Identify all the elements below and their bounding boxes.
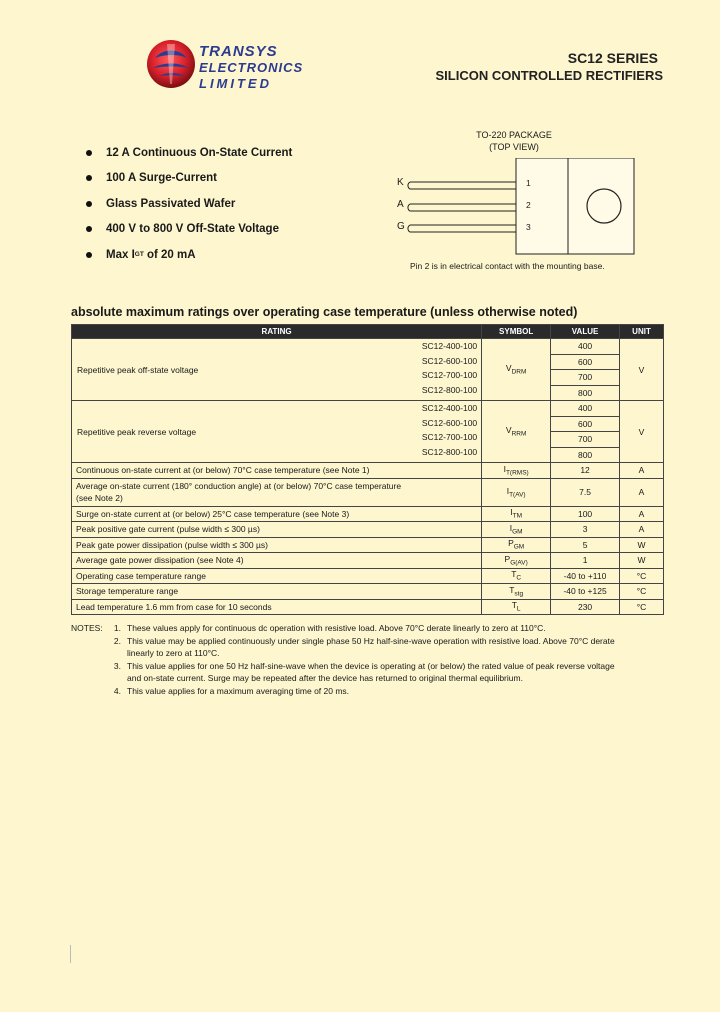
pin-number-1: 1 xyxy=(526,178,531,188)
bullet-icon xyxy=(86,201,92,207)
notes-label: NOTES: xyxy=(71,623,103,633)
table-row: Peak positive gate current (pulse width ≤ 300 µs) $I_{GM}$ 3 A xyxy=(72,522,664,538)
note-item: NOTES: 1. These values apply for continuous dc operation with resistive load. Above 70°C derate linearly to zero at 110°C. xyxy=(71,623,546,633)
company-name-line2: ELECTRONICS xyxy=(199,60,304,75)
section-title: absolute maximum ratings over operating case temperature (unless otherwise noted) xyxy=(71,305,578,319)
package-note: Pin 2 is in electrical contact with the mounting base. xyxy=(410,261,605,271)
table-header: RATING SYMBOL VALUE UNIT xyxy=(72,325,664,339)
pin-number-3: 3 xyxy=(526,222,531,232)
table-row: Storage temperature range $T_{stg}$ -40 to +125 °C xyxy=(72,584,664,600)
pin-label-g: G xyxy=(397,221,405,232)
document-subtitle: SILICON CONTROLLED RECTIFIERS xyxy=(435,68,663,83)
company-name-line3: LIMITED xyxy=(199,76,272,91)
table-row: Repetitive peak off-state voltage SC12-400-100 SC12-600-100 SC12-700-100 SC12-800-100 $V_{DRM}$ 400 V xyxy=(72,339,664,355)
ratings-table xyxy=(71,324,664,615)
company-name-line1: TRANSYS xyxy=(199,43,278,60)
margin-mark xyxy=(70,945,71,963)
bullet-icon xyxy=(86,252,92,258)
table-row: Surge on-state current at (or below) 25°C case temperature (see Note 3) $I_{TM}$ 100 A xyxy=(72,506,664,522)
package-title: TO-220 PACKAGE (TOP VIEW) xyxy=(476,130,552,152)
note-item: 3. This value applies for one 50 Hz half-sine-wave when the device is operating at (or below) the rated value of peak reverse voltage and on-state current. Surge may be repeated after the device has returned to original thermal equilibrium. xyxy=(113,660,615,683)
table-row: 700 xyxy=(72,432,664,448)
pin-label-a: A xyxy=(397,199,404,210)
feature-item: Glass Passivated Wafer xyxy=(86,191,292,217)
pin-number-2: 2 xyxy=(526,200,531,210)
table-row: Average on-state current (180° conduction angle) at (or below) 70°C case temperature (see Note 2) $I_{T(AV)}$ 7.5 A xyxy=(72,478,664,506)
package-diagram xyxy=(392,158,642,258)
feature-item: 400 V to 800 V Off-State Voltage xyxy=(86,217,292,243)
note-item: 2. This value may be applied continuously under single phase 50 Hz half-sine-wave operation with resistive load. Above 70°C derate linearly to zero at 110°C. xyxy=(113,635,615,658)
table-row: 700 xyxy=(72,370,664,386)
table-row: Average gate power dissipation (see Note 4) $P_{G(AV)}$ 1 W xyxy=(72,553,664,569)
company-name xyxy=(199,44,303,92)
feature-item: 100 A Surge-Current xyxy=(86,166,292,192)
table-row: Operating case temperature range $T_C$ -40 to +110 °C xyxy=(72,568,664,584)
table-row: 800 xyxy=(72,447,664,463)
to220-package-icon xyxy=(392,158,642,258)
table-row: 600 xyxy=(72,416,664,432)
bullet-icon xyxy=(86,226,92,232)
globe-logo-icon xyxy=(145,38,197,90)
table-row: 600 xyxy=(72,354,664,370)
pin-label-k: K xyxy=(397,177,404,188)
table-row: Continuous on-state current at (or below) 70°C case temperature (see Note 1) $I_{T(RMS)}$ 12 A xyxy=(72,463,664,479)
feature-item: 12 A Continuous On-State Current xyxy=(86,140,292,166)
series-title: SC12 SERIES xyxy=(567,50,658,66)
company-logo xyxy=(145,38,197,90)
feature-item: Max I GT of 20 mA xyxy=(86,242,292,268)
bullet-icon xyxy=(86,150,92,156)
table-row: Repetitive peak reverse voltage SC12-400-100 SC12-600-100 SC12-700-100 SC12-800-100 $V_{RRM}$ 400 V xyxy=(72,401,664,417)
bullet-icon xyxy=(86,175,92,181)
table-row: Lead temperature 1.6 mm from case for 10 seconds $T_L$ 230 °C xyxy=(72,599,664,615)
note-item: 4. This value applies for a maximum averaging time of 20 ms. xyxy=(113,685,350,696)
table-row: Peak gate power dissipation (pulse width ≤ 300 µs) $P_{GM}$ 5 W xyxy=(72,537,664,553)
notes-section xyxy=(71,622,647,697)
feature-list xyxy=(86,140,292,268)
table-row: 800 xyxy=(72,385,664,401)
